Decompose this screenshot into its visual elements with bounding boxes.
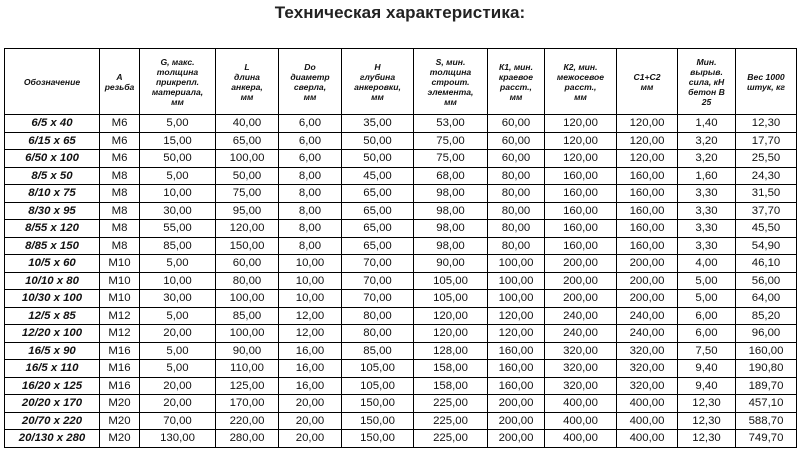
table-cell: 160,00 <box>488 377 545 395</box>
table-cell: 158,00 <box>414 377 488 395</box>
table-cell: 96,00 <box>736 325 797 343</box>
table-cell: 120,00 <box>617 132 678 150</box>
table-cell: 4,00 <box>678 255 736 273</box>
table-cell: 85,00 <box>140 237 216 255</box>
table-cell: 56,00 <box>736 272 797 290</box>
designation-cell: 12/5 x 85 <box>5 307 100 325</box>
table-cell: 5,00 <box>140 360 216 378</box>
designation-cell: 16/20 x 125 <box>5 377 100 395</box>
table-cell: 200,00 <box>488 430 545 448</box>
table-cell: 70,00 <box>342 290 414 308</box>
table-cell: 100,00 <box>216 325 279 343</box>
table-cell: 20,00 <box>279 430 342 448</box>
table-cell: 200,00 <box>617 255 678 273</box>
table-cell: 85,00 <box>216 307 279 325</box>
table-cell: 160,00 <box>488 342 545 360</box>
table-cell: 160,00 <box>545 185 617 203</box>
table-cell: 200,00 <box>617 272 678 290</box>
table-cell: 5,00 <box>140 342 216 360</box>
table-cell: 105,00 <box>414 272 488 290</box>
table-cell: M10 <box>100 290 140 308</box>
table-row <box>5 167 797 185</box>
table-cell: 160,00 <box>545 202 617 220</box>
designation-cell: 8/10 x 75 <box>5 185 100 203</box>
table-cell: 749,70 <box>736 430 797 448</box>
table-cell: 3,30 <box>678 237 736 255</box>
table-cell: 46,10 <box>736 255 797 273</box>
table-cell: 320,00 <box>545 377 617 395</box>
table-cell: 65,00 <box>216 132 279 150</box>
spec-table <box>4 48 797 448</box>
table-cell: 170,00 <box>216 395 279 413</box>
table-cell: 30,00 <box>140 290 216 308</box>
table-cell: 60,00 <box>488 115 545 133</box>
designation-cell: 8/30 x 95 <box>5 202 100 220</box>
table-row <box>5 132 797 150</box>
table-cell: 70,00 <box>342 272 414 290</box>
table-cell: 20,00 <box>140 395 216 413</box>
table-cell: 120,00 <box>617 150 678 168</box>
table-cell: 6,00 <box>279 132 342 150</box>
header-cell-min-element-thickness: S, мин. толщина строит. элемента, мм <box>414 49 488 115</box>
table-cell: 400,00 <box>545 412 617 430</box>
designation-cell: 20/70 x 220 <box>5 412 100 430</box>
table-cell: 120,00 <box>545 115 617 133</box>
table-cell: 80,00 <box>342 307 414 325</box>
table-cell: M8 <box>100 185 140 203</box>
table-cell: 160,00 <box>617 185 678 203</box>
table-cell: 128,00 <box>414 342 488 360</box>
table-cell: 150,00 <box>342 412 414 430</box>
table-cell: 457,10 <box>736 395 797 413</box>
table-cell: 240,00 <box>617 307 678 325</box>
table-cell: 5,00 <box>678 272 736 290</box>
table-cell: M12 <box>100 307 140 325</box>
table-cell: 85,20 <box>736 307 797 325</box>
table-cell: 6,00 <box>279 150 342 168</box>
table-cell: 25,50 <box>736 150 797 168</box>
table-cell: 200,00 <box>488 412 545 430</box>
table-cell: 120,00 <box>545 150 617 168</box>
table-cell: 54,90 <box>736 237 797 255</box>
table-cell: 240,00 <box>545 307 617 325</box>
table-cell: 65,00 <box>342 202 414 220</box>
designation-cell: 6/15 x 65 <box>5 132 100 150</box>
table-cell: 200,00 <box>617 290 678 308</box>
table-cell: 20,00 <box>140 325 216 343</box>
table-cell: 1,40 <box>678 115 736 133</box>
designation-cell: 20/130 x 280 <box>5 430 100 448</box>
table-cell: 75,00 <box>414 132 488 150</box>
table-row <box>5 202 797 220</box>
designation-cell: 8/55 x 120 <box>5 220 100 238</box>
designation-cell: 16/5 x 110 <box>5 360 100 378</box>
table-cell: 1,60 <box>678 167 736 185</box>
table-cell: 160,00 <box>736 342 797 360</box>
table-cell: 8,00 <box>279 185 342 203</box>
table-cell: 160,00 <box>617 167 678 185</box>
table-row <box>5 290 797 308</box>
table-row <box>5 360 797 378</box>
table-cell: 400,00 <box>617 412 678 430</box>
table-cell: 160,00 <box>545 237 617 255</box>
table-cell: 12,00 <box>279 307 342 325</box>
table-cell: 80,00 <box>216 272 279 290</box>
table-cell: M12 <box>100 325 140 343</box>
table-cell: 45,50 <box>736 220 797 238</box>
table-cell: 8,00 <box>279 237 342 255</box>
table-cell: 8,00 <box>279 220 342 238</box>
table-cell: 85,00 <box>342 342 414 360</box>
table-cell: 7,50 <box>678 342 736 360</box>
table-cell: 200,00 <box>488 395 545 413</box>
table-cell: M10 <box>100 272 140 290</box>
table-cell: 160,00 <box>545 220 617 238</box>
designation-cell: 16/5 x 90 <box>5 342 100 360</box>
table-cell: 6,00 <box>678 307 736 325</box>
table-cell: 280,00 <box>216 430 279 448</box>
table-cell: 5,00 <box>140 255 216 273</box>
table-cell: 100,00 <box>488 255 545 273</box>
table-cell: 5,00 <box>140 167 216 185</box>
table-header <box>5 49 797 115</box>
table-cell: 98,00 <box>414 185 488 203</box>
table-cell: 40,00 <box>216 115 279 133</box>
table-row <box>5 342 797 360</box>
table-cell: 80,00 <box>488 202 545 220</box>
designation-cell: 6/5 x 40 <box>5 115 100 133</box>
table-cell: 12,30 <box>678 430 736 448</box>
table-cell: 225,00 <box>414 412 488 430</box>
table-cell: 189,70 <box>736 377 797 395</box>
table-cell: 24,30 <box>736 167 797 185</box>
table-cell: M16 <box>100 342 140 360</box>
table-cell: M16 <box>100 377 140 395</box>
table-cell: 160,00 <box>488 360 545 378</box>
table-cell: 160,00 <box>545 167 617 185</box>
table-cell: 105,00 <box>414 290 488 308</box>
table-cell: M8 <box>100 220 140 238</box>
table-cell: 200,00 <box>545 255 617 273</box>
table-cell: 105,00 <box>342 377 414 395</box>
table-cell: 5,00 <box>140 307 216 325</box>
table-cell: 12,30 <box>736 115 797 133</box>
header-cell-max-thickness: G, макс. толщина прикрепл. материала, мм <box>140 49 216 115</box>
table-cell: 50,00 <box>140 150 216 168</box>
table-cell: 10,00 <box>279 255 342 273</box>
table-row <box>5 412 797 430</box>
table-cell: 225,00 <box>414 395 488 413</box>
table-row <box>5 115 797 133</box>
table-cell: 35,00 <box>342 115 414 133</box>
table-cell: 400,00 <box>617 395 678 413</box>
table-cell: 60,00 <box>488 132 545 150</box>
table-cell: 588,70 <box>736 412 797 430</box>
table-cell: 16,00 <box>279 360 342 378</box>
table-row <box>5 272 797 290</box>
table-cell: 53,00 <box>414 115 488 133</box>
table-cell: 75,00 <box>414 150 488 168</box>
table-cell: 95,00 <box>216 202 279 220</box>
table-row <box>5 185 797 203</box>
table-cell: M8 <box>100 237 140 255</box>
table-cell: 110,00 <box>216 360 279 378</box>
table-cell: 3,30 <box>678 202 736 220</box>
header-cell-axial-distance: К2, мин. межосевое расст., мм <box>545 49 617 115</box>
table-cell: 10,00 <box>279 272 342 290</box>
designation-cell: 10/10 x 80 <box>5 272 100 290</box>
table-cell: 3,20 <box>678 150 736 168</box>
table-cell: M16 <box>100 360 140 378</box>
table-row <box>5 307 797 325</box>
table-cell: 10,00 <box>279 290 342 308</box>
table-cell: 70,00 <box>140 412 216 430</box>
table-body <box>5 115 797 448</box>
table-cell: 75,00 <box>216 185 279 203</box>
designation-cell: 10/5 x 60 <box>5 255 100 273</box>
table-cell: 10,00 <box>140 185 216 203</box>
designation-cell: 20/20 x 170 <box>5 395 100 413</box>
designation-cell: 8/5 x 50 <box>5 167 100 185</box>
table-cell: 12,30 <box>678 395 736 413</box>
table-cell: 190,80 <box>736 360 797 378</box>
table-cell: 120,00 <box>617 115 678 133</box>
table-cell: 400,00 <box>545 395 617 413</box>
table-cell: M6 <box>100 115 140 133</box>
table-cell: 6,00 <box>678 325 736 343</box>
header-row <box>5 49 797 115</box>
table-cell: 120,00 <box>414 325 488 343</box>
table-cell: 100,00 <box>216 290 279 308</box>
header-cell-designation: Обозначение <box>5 49 100 115</box>
table-cell: 64,00 <box>736 290 797 308</box>
table-cell: 120,00 <box>414 307 488 325</box>
table-cell: 120,00 <box>488 307 545 325</box>
table-cell: 8,00 <box>279 202 342 220</box>
table-cell: 120,00 <box>488 325 545 343</box>
table-cell: 160,00 <box>617 202 678 220</box>
table-cell: 50,00 <box>342 132 414 150</box>
table-cell: 240,00 <box>545 325 617 343</box>
table-cell: M20 <box>100 412 140 430</box>
table-cell: 120,00 <box>216 220 279 238</box>
table-cell: 90,00 <box>216 342 279 360</box>
table-cell: 90,00 <box>414 255 488 273</box>
table-row <box>5 377 797 395</box>
table-cell: 6,00 <box>279 115 342 133</box>
table-cell: 5,00 <box>140 115 216 133</box>
header-cell-thread: А резьба <box>100 49 140 115</box>
table-cell: 200,00 <box>545 272 617 290</box>
table-cell: 225,00 <box>414 430 488 448</box>
table-cell: 12,30 <box>678 412 736 430</box>
table-cell: 130,00 <box>140 430 216 448</box>
table-cell: 3,30 <box>678 220 736 238</box>
table-cell: 150,00 <box>216 237 279 255</box>
table-cell: M10 <box>100 255 140 273</box>
table-cell: 100,00 <box>216 150 279 168</box>
table-cell: 320,00 <box>545 360 617 378</box>
table-cell: 50,00 <box>216 167 279 185</box>
table-cell: 16,00 <box>279 342 342 360</box>
header-cell-edge-distance: К1, мин. краевое расст., мм <box>488 49 545 115</box>
table-row <box>5 220 797 238</box>
table-cell: 10,00 <box>140 272 216 290</box>
table-cell: 320,00 <box>545 342 617 360</box>
table-cell: 60,00 <box>488 150 545 168</box>
table-cell: 20,00 <box>140 377 216 395</box>
table-cell: 98,00 <box>414 237 488 255</box>
table-cell: 9,40 <box>678 360 736 378</box>
table-cell: 105,00 <box>342 360 414 378</box>
table-cell: 15,00 <box>140 132 216 150</box>
table-cell: 30,00 <box>140 202 216 220</box>
table-cell: M20 <box>100 430 140 448</box>
table-row <box>5 325 797 343</box>
header-cell-weight: Вес 1000 штук, кг <box>736 49 797 115</box>
table-cell: 20,00 <box>279 412 342 430</box>
table-cell: 100,00 <box>488 290 545 308</box>
table-cell: M8 <box>100 167 140 185</box>
table-cell: 70,00 <box>342 255 414 273</box>
header-cell-drill-diameter: Do диаметр сверла, мм <box>279 49 342 115</box>
table-cell: 120,00 <box>545 132 617 150</box>
header-cell-anchor-length: L длина анкера, мм <box>216 49 279 115</box>
designation-cell: 10/30 x 100 <box>5 290 100 308</box>
table-row <box>5 150 797 168</box>
table-cell: 240,00 <box>617 325 678 343</box>
table-cell: 320,00 <box>617 377 678 395</box>
table-cell: 200,00 <box>545 290 617 308</box>
table-cell: 12,00 <box>279 325 342 343</box>
table-cell: 55,00 <box>140 220 216 238</box>
table-cell: 31,50 <box>736 185 797 203</box>
table-cell: 16,00 <box>279 377 342 395</box>
table-cell: M8 <box>100 202 140 220</box>
table-cell: 320,00 <box>617 360 678 378</box>
table-cell: 150,00 <box>342 430 414 448</box>
table-cell: 65,00 <box>342 185 414 203</box>
table-cell: 125,00 <box>216 377 279 395</box>
table-cell: 80,00 <box>488 237 545 255</box>
table-cell: 80,00 <box>488 185 545 203</box>
table-cell: 100,00 <box>488 272 545 290</box>
table-row <box>5 430 797 448</box>
table-cell: 37,70 <box>736 202 797 220</box>
table-cell: 160,00 <box>617 237 678 255</box>
table-cell: 98,00 <box>414 220 488 238</box>
table-cell: 17,70 <box>736 132 797 150</box>
table-cell: 68,00 <box>414 167 488 185</box>
table-cell: 3,20 <box>678 132 736 150</box>
table-cell: 9,40 <box>678 377 736 395</box>
header-cell-pullout-force: Мин. вырыв. сила, кН бетон В 25 <box>678 49 736 115</box>
table-cell: 8,00 <box>279 167 342 185</box>
table-cell: 220,00 <box>216 412 279 430</box>
header-cell-anchorage-depth: H глубина анкеровки, мм <box>342 49 414 115</box>
table-cell: 20,00 <box>279 395 342 413</box>
table-cell: 400,00 <box>617 430 678 448</box>
header-cell-c1-c2: C1+C2 мм <box>617 49 678 115</box>
table-cell: M6 <box>100 132 140 150</box>
table-cell: 80,00 <box>488 167 545 185</box>
table-cell: 320,00 <box>617 342 678 360</box>
table-cell: 400,00 <box>545 430 617 448</box>
table-cell: 60,00 <box>216 255 279 273</box>
table-row <box>5 255 797 273</box>
table-row <box>5 237 797 255</box>
designation-cell: 6/50 x 100 <box>5 150 100 168</box>
table-row <box>5 395 797 413</box>
table-cell: 80,00 <box>488 220 545 238</box>
designation-cell: 12/20 x 100 <box>5 325 100 343</box>
table-cell: 98,00 <box>414 202 488 220</box>
table-cell: 50,00 <box>342 150 414 168</box>
table-cell: 5,00 <box>678 290 736 308</box>
page-title: Техническая характеристика: <box>274 3 526 22</box>
table-cell: M6 <box>100 150 140 168</box>
table-cell: 65,00 <box>342 237 414 255</box>
table-cell: 150,00 <box>342 395 414 413</box>
designation-cell: 8/85 x 150 <box>5 237 100 255</box>
table-cell: M20 <box>100 395 140 413</box>
table-cell: 45,00 <box>342 167 414 185</box>
table-cell: 80,00 <box>342 325 414 343</box>
table-cell: 160,00 <box>617 220 678 238</box>
table-cell: 3,30 <box>678 185 736 203</box>
table-cell: 65,00 <box>342 220 414 238</box>
table-cell: 158,00 <box>414 360 488 378</box>
